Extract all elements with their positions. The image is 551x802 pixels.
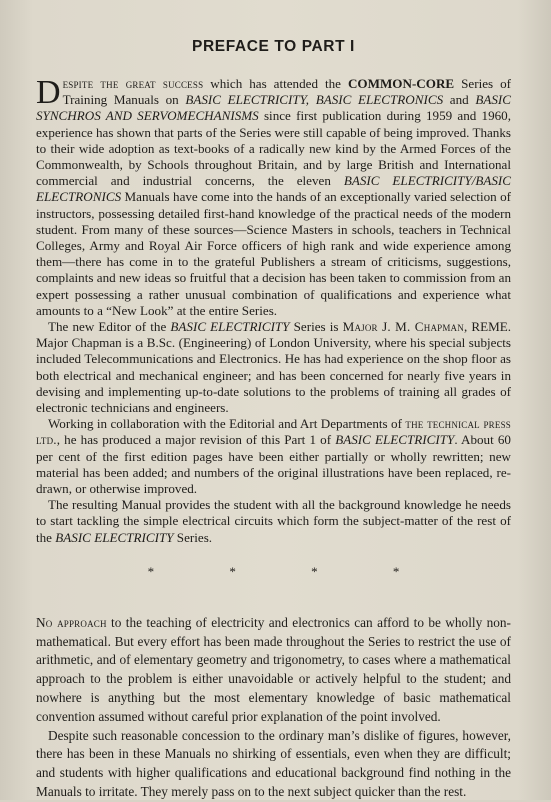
- paragraph-intro: [36, 76, 511, 319]
- series-title: BASIC ELECTRICITY: [55, 529, 174, 545]
- text-run: Working in collaboration with the Editorial and Art Departments of: [48, 416, 406, 432]
- drop-cap: D: [36, 74, 61, 111]
- manual-titles: BASIC ELECTRICITY/BASIC ELECTRONICS: [36, 173, 511, 205]
- publisher-name: the technical press ltd.: [36, 416, 511, 448]
- lead-in-text: No approach: [36, 614, 107, 630]
- text-run: Series of Training Manuals on: [62, 76, 512, 108]
- paragraph-revision: [36, 416, 511, 497]
- text-run: . About 60 per cent of the first edition pages have been either partially or wholly rewritten; new material has been added; and numbers of the original illustrations have been replaced, re-drawn, or otherwise improved.: [36, 432, 511, 497]
- text-run: which has attended the: [203, 76, 348, 91]
- page-title: PREFACE TO PART I: [192, 38, 355, 55]
- text-run: since first publication during 1959 and 1960, experience has shown that parts of the Series were still capable of being improved. Thanks to their wide adoption as text-books of a radically new kind by the Armed Forces of the Commonwealth, by Schools throughout Britain, and by large British and International commercial and industrial concerns, the eleven: [36, 108, 512, 189]
- text-run: The new Editor of the: [48, 319, 171, 335]
- paragraph-concession: [36, 727, 511, 802]
- series-name: COMMON-CORE: [347, 76, 455, 91]
- text-run: , REME. Major Chapman is a B.Sc. (Engineering) of London University, where his special subjects included Telecommunications and Electronics. He has had experience on the shop floor as both electrical and mechanical engineer; and has been concerned for nearly five years in devising and implementing up-to-date solutions to the problems of training all grades of electronic technicians and engineers.: [36, 319, 511, 416]
- paragraph-result: [36, 497, 511, 546]
- manual-titles: BASIC ELECTRICITY, BASIC ELECTRONICS: [185, 92, 444, 108]
- text-run: Despite such reasonable concession to the ordinary man’s dislike of figures, however, there has been in these Manuals no shirking of essentials, even when they are difficult; and students with higher qualifications and educational background find nothing in the Manuals to irritate. They merely pass on to the next subject quicker than the rest.: [36, 727, 511, 800]
- text-run: Series is: [289, 319, 343, 335]
- text-run: Manuals have come into the hands of an exceptionally varied selection of instructors, possessing detailed first-hand knowledge of the practical needs of the modern student. From many of these sources—Science Masters in schools, teachers in Technical Colleges, Army and Royal Air Force officers of high rank and wide experience among them—there has come in to the grateful Publishers a stream of criticisms, suggestions, complaints and new ideas so fruitful that a decision has been taken to commission from an expert possessing a rather unusual combination of qualifications and experience what amounts to a “New Look” at the entire Series.: [36, 189, 511, 318]
- paragraph-mathematics: [36, 614, 511, 727]
- text-run: to the teaching of electricity and electronics can afford to be wholly non-mathematical. But every effort has been made throughout the Series to restrict the use of arithmetic, and of elementary geometry and trigonometry, to cases where a mathematical approach to the problem is either unavoidable or actively helpful to the student; and nowhere is anything but the most elementary knowledge of basic mathematical convention assumed without careful prior explanation of the point involved.: [36, 614, 511, 724]
- editor-name: Major J. M. Chapman: [342, 319, 464, 335]
- section-separator: * * * *: [147, 563, 436, 579]
- lead-in-text: espite the great success: [62, 76, 204, 91]
- series-title: BASIC ELECTRICITY: [170, 319, 290, 335]
- series-title: BASIC ELECTRICITY: [335, 432, 455, 448]
- text-run: , he has produced a major revision of this Part 1 of: [56, 432, 336, 448]
- text-run: The resulting Manual provides the student with all the background knowledge he needs to start tackling the simple electrical circuits which form the subject-matter of the rest of the: [36, 497, 511, 545]
- text-run: and: [443, 92, 476, 108]
- manual-titles: BASIC SYNCHROS AND SERVOMECHANISMS: [36, 92, 511, 124]
- text-run: Series.: [173, 529, 213, 545]
- paragraph-editor: [36, 319, 511, 416]
